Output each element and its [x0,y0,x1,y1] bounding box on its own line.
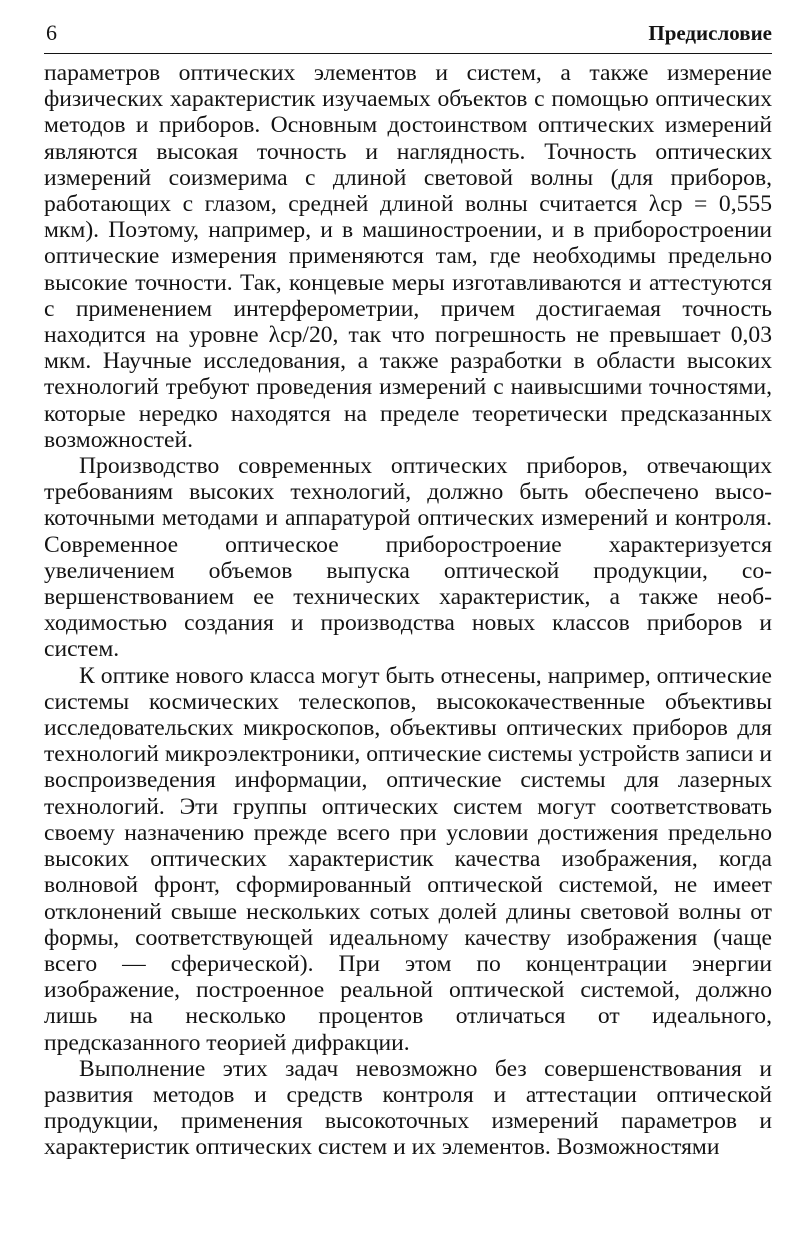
paragraph-tasks: Выполнение этих задач невозможно без совершенствования и развития методов и средств контроля и аттестации оптической продукции, применения высокоточных измерений параметров и характеристик оптических систем и их элементов. Возможностями [44,1055,772,1161]
page-number: 6 [46,20,57,45]
paragraph-continued: параметров оптических элементов и систем, а также измерение физических характеристик изучаемых объектов с помощью оптических методов и приборов. Основным достоинством оптических измерений являются высокая точность и наглядность. Точность оптических измерений соизмерима с длиной световой волны (для приборов, работающих с глазом, средней длиной волны считается λср = 0,555 мкм). Поэтому, например, и в машиностроении, и в приборостроении оптические измерения применяются там, где необходимы предельно высокие точности. Так, концевые меры изготавливаются и аттестуются с применением интерферометрии, причем достигаемая точность находится на уровне λср/20, так что погрешность не превышает 0,03 мкм. Научные исследования, а также разработки в области высоких технологий требуют проведения измерений с наивысшими точностями, которые нередко находятся на пределе теоретически предсказанных возможностей. [44,60,772,453]
section-title: Предисловие [648,21,772,45]
running-head [44,20,772,54]
paragraph-new-class-optics: К оптике нового класса могут быть отнесены, например, оптические системы космических телескопов, высококачественные объективы исследовательских микроскопов, объективы оптических приборов для технологий микроэлектроники, оптические системы устройств записи и воспроизведения информации, оптические системы для лазерных технологий. Эти группы оптических систем могут соответствовать своему назначению прежде всего при условии достижения предельно высоких оптических характеристик качества изображения, когда волновой фронт, сформированный оптической системой, не имеет отклонений свыше нескольких сотых долей длины световой волны от формы, соответствующей идеальному качеству изображения (чаще всего — сферической). При этом по концентрации энергии изображение, построенное реальной оптической системой, должно лишь на несколько процентов отличаться от идеального, предсказанного теорией дифракции. [44,662,772,1056]
paragraph-production: Производство современных оптических приборов, отвечающих требованиям высоких технологий, должно быть обеспечено высокоточными методами и аппаратурой оптических измерений и контроля. Современное оптическое приборостроение характеризуется увеличением объемов выпуска оптической продукции, совершенствованием ее технических характеристик, а также необходимостью создания и производства новых классов приборов и систем. [44,453,772,663]
body-text [44,60,772,1161]
